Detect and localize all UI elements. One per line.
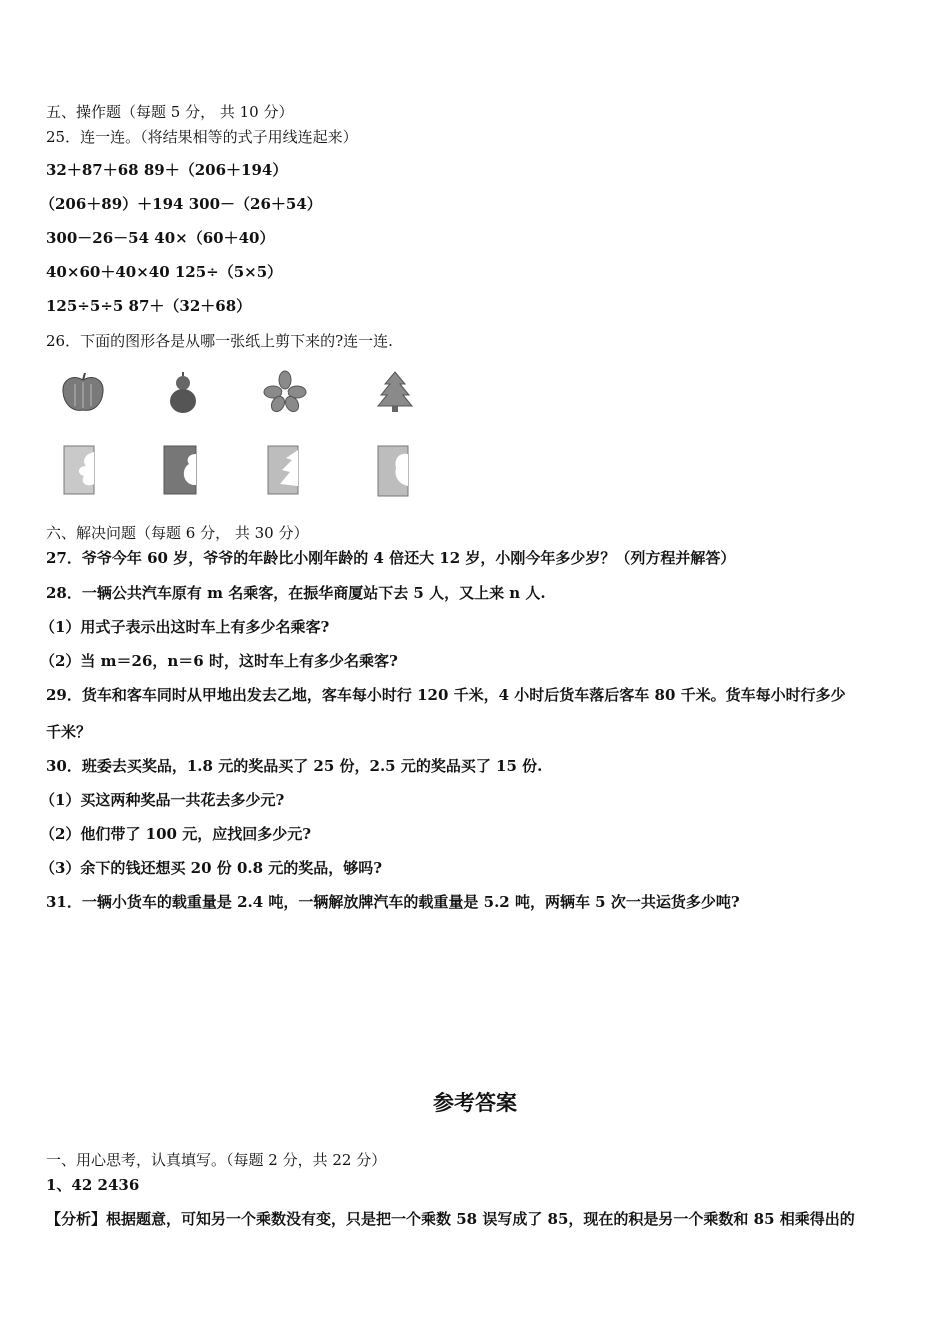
section5-heading: 五、操作题（每题 5 分， 共 10 分） xyxy=(46,103,294,121)
q25-row-5: 125÷5÷5 87＋（32＋68） xyxy=(46,297,252,315)
q30-sub1: （1）买这两种奖品一共花去多少元? xyxy=(40,791,285,809)
apple-shape-icon xyxy=(58,372,108,414)
q28-sub2: （2）当 m＝26，n＝6 时，这时车上有多少名乘客? xyxy=(40,652,398,670)
q25-row-3: 300－26－54 40×（60＋40） xyxy=(46,229,275,247)
q30-sub3: （3）余下的钱还想买 20 份 0.8 元的奖品，够吗? xyxy=(40,859,383,877)
answer-1: 1、42 2436 xyxy=(46,1176,140,1194)
cut-paper-flower-icon xyxy=(62,444,96,496)
q29-line1: 29．货车和客车同时从甲地出发去乙地，客车每小时行 120 千米，4 小时后货车落后客车 80 千米。货车每小时行多少 xyxy=(46,686,846,704)
answers-title: 参考答案 xyxy=(433,1091,517,1115)
cut-paper-apple-icon xyxy=(376,444,410,498)
section6-heading: 六、解决问题（每题 6 分， 共 30 分） xyxy=(46,524,309,542)
q29-line2: 千米？ xyxy=(46,723,92,741)
answers-section1-heading: 一、用心思考，认真填写。（每题 2 分，共 22 分） xyxy=(46,1151,387,1169)
q25-stem: 25．连一连。（将结果相等的式子用线连起来） xyxy=(46,128,358,146)
q28-sub1: （1）用式子表示出这时车上有多少名乘客? xyxy=(40,618,330,636)
cut-paper-tree-icon xyxy=(266,444,300,496)
q27: 27．爷爷今年 60 岁，爷爷的年龄比小刚年龄的 4 倍还大 12 岁，小刚今年多少岁？（列方程并解答） xyxy=(46,549,736,567)
q28-stem: 28．一辆公共汽车原有 m 名乘客，在振华商厦站下去 5 人，又上来 n 人. xyxy=(46,584,546,602)
flower-shape-icon xyxy=(263,370,307,414)
q30-sub2: （2）他们带了 100 元，应找回多少元? xyxy=(40,825,311,843)
gourd-shape-icon xyxy=(165,370,201,416)
tree-shape-icon xyxy=(375,370,415,414)
q25-row-1: 32＋87＋68 89＋（206＋194） xyxy=(46,161,288,179)
q25-row-4: 40×60＋40×40 125÷（5×5） xyxy=(46,263,283,281)
q31: 31．一辆小货车的载重量是 2.4 吨，一辆解放牌汽车的载重量是 5.2 吨，两辆车 5 次一共运货多少吨? xyxy=(46,893,740,911)
cut-paper-gourd-icon xyxy=(162,444,198,496)
answer-1-analysis: 【分析】根据题意，可知另一个乘数没有变，只是把一个乘数 58 误写成了 85，现在的积是另一个乘数和 85 相乘得出的 xyxy=(46,1210,855,1228)
q25-row-2: （206＋89）＋194 300－（26＋54） xyxy=(40,195,322,213)
q30-stem: 30．班委去买奖品，1.8 元的奖品买了 25 份，2.5 元的奖品买了 15 份. xyxy=(46,757,543,775)
q26-stem: 26．下面的图形各是从哪一张纸上剪下来的?连一连. xyxy=(46,332,393,350)
